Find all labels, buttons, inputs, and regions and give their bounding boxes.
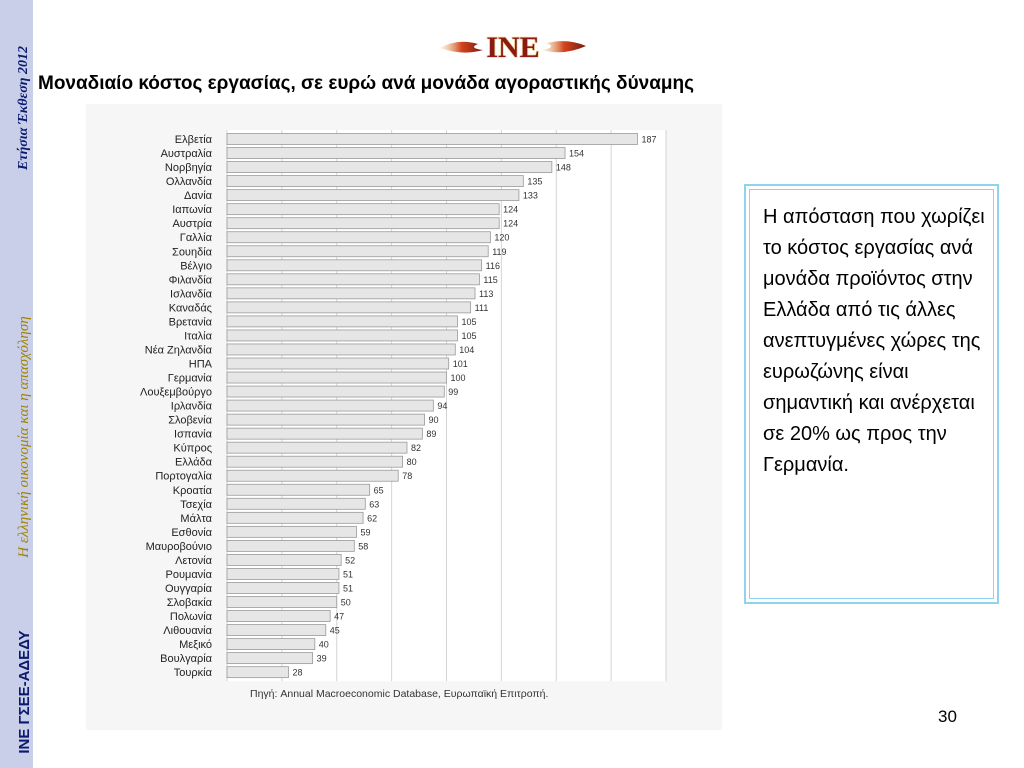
bar xyxy=(227,470,398,481)
bar xyxy=(227,428,422,439)
data-label: 119 xyxy=(492,246,507,257)
logo-text: INE xyxy=(486,31,540,62)
data-label: 58 xyxy=(358,541,369,552)
data-label: 82 xyxy=(410,443,422,454)
category-label: Ισλανδία xyxy=(170,288,212,301)
data-label: 39 xyxy=(316,653,327,664)
category-label: Τσεχία xyxy=(180,498,212,511)
data-label: 187 xyxy=(641,134,657,145)
category-label: Μεξικό xyxy=(179,639,212,652)
note-text: Η απόσταση που χωρίζει το κόστος εργασίας ανά μονάδα προϊόντος στην Ελλάδα από τις άλλες ανεπτυγμένες χώρες της ευρωζώνης είναι σημαντική και ανέρχεται σε 20% ως προς την Γερμανία. xyxy=(749,189,994,599)
bar xyxy=(227,568,339,579)
bar xyxy=(227,162,552,173)
data-label: 59 xyxy=(360,527,371,538)
data-label: 94 xyxy=(437,401,448,412)
bar xyxy=(227,625,326,636)
data-label: 105 xyxy=(461,316,477,327)
data-label: 28 xyxy=(292,667,303,678)
sidebar-band xyxy=(0,0,33,768)
category-label: Αυστρία xyxy=(172,218,212,231)
bar xyxy=(227,386,444,397)
sidebar-report-label: Ετήσια Έκθεση 2012 xyxy=(16,46,31,170)
bar xyxy=(227,414,425,425)
data-label: 100 xyxy=(450,373,466,384)
bar xyxy=(227,456,403,467)
data-label: 51 xyxy=(342,569,353,580)
bar xyxy=(227,358,449,369)
category-label: Ιρλανδία xyxy=(170,400,212,413)
data-label: 135 xyxy=(527,176,543,187)
category-label: Τουρκία xyxy=(173,667,212,680)
bar xyxy=(227,611,330,622)
data-label: 133 xyxy=(522,190,538,201)
bar xyxy=(227,260,482,271)
category-label: Πολωνία xyxy=(169,611,212,624)
data-label: 50 xyxy=(340,597,351,608)
data-label: 89 xyxy=(426,429,437,440)
bar xyxy=(227,372,447,383)
bar xyxy=(227,274,479,285)
bar xyxy=(227,134,637,145)
category-label: Βουλγαρία xyxy=(160,653,212,666)
bar xyxy=(227,554,341,565)
bar xyxy=(227,246,488,257)
data-label: 115 xyxy=(483,274,498,285)
bar xyxy=(227,639,315,650)
category-label: Φιλανδία xyxy=(168,274,212,287)
ine-logo xyxy=(438,30,588,62)
bar xyxy=(227,232,490,243)
data-label: 52 xyxy=(345,555,356,566)
data-label: 124 xyxy=(503,218,519,229)
category-label: Ιαπωνία xyxy=(172,204,212,217)
category-label: Ιταλία xyxy=(184,330,212,343)
category-label: Λουξεμβούργο xyxy=(140,386,212,399)
category-label: Νέα Ζηλανδία xyxy=(144,344,212,357)
bar xyxy=(227,288,475,299)
category-label: Σλοβακία xyxy=(166,597,212,610)
category-label: Ολλανδία xyxy=(165,176,212,189)
category-label: Πορτογαλία xyxy=(155,470,212,483)
category-label: Κροατία xyxy=(172,484,212,497)
category-label: Εσθονία xyxy=(171,526,212,539)
category-label: Καναδάς xyxy=(168,302,212,315)
bar xyxy=(227,176,523,187)
category-label: Ουγγαρία xyxy=(165,582,212,595)
category-label: Λετονία xyxy=(175,554,212,567)
category-label: Ελλάδα xyxy=(174,456,212,469)
category-label: Γερμανία xyxy=(167,372,212,385)
data-label: 154 xyxy=(569,148,585,159)
data-label: 63 xyxy=(369,499,380,510)
bar xyxy=(227,484,370,495)
note-box xyxy=(744,184,999,604)
category-label: Ισπανία xyxy=(174,428,212,441)
data-label: 62 xyxy=(367,513,378,524)
data-label: 116 xyxy=(485,260,500,271)
sidebar-subtitle: Η ελληνική οικονομία και η απασχόληση xyxy=(16,316,32,558)
bar xyxy=(227,512,363,523)
data-label: 113 xyxy=(479,288,494,299)
bar xyxy=(227,148,565,159)
data-label: 99 xyxy=(448,387,459,398)
data-label: 148 xyxy=(555,162,571,173)
data-label: 51 xyxy=(342,583,353,594)
sidebar-org-label: ΙΝΕ ΓΣΕΕ-ΑΔΕΔΥ xyxy=(16,630,33,754)
bar xyxy=(227,218,499,229)
category-label: Μάλτα xyxy=(180,512,212,525)
category-label: Δανία xyxy=(183,190,212,203)
bar xyxy=(227,190,519,201)
data-label: 105 xyxy=(461,330,477,341)
bar xyxy=(227,344,455,355)
bar-chart xyxy=(86,104,722,730)
page-number: 30 xyxy=(938,707,957,726)
category-label: Μαυροβούνιο xyxy=(145,540,212,553)
bar xyxy=(227,498,365,509)
data-label: 45 xyxy=(329,625,340,636)
bar xyxy=(227,204,499,215)
category-label: Γαλλία xyxy=(179,232,212,245)
category-label: Λιθουανία xyxy=(163,625,212,638)
data-label: 40 xyxy=(318,639,329,650)
bar xyxy=(227,330,457,341)
bar xyxy=(227,302,471,313)
data-label: 120 xyxy=(494,232,510,243)
bar xyxy=(227,653,313,664)
bar xyxy=(227,526,357,537)
bar xyxy=(227,667,288,678)
source-note: Πηγή: Annual Macroeconomic Database, Ευρωπαϊκή Επιτροπή. xyxy=(250,688,549,701)
bar xyxy=(227,597,337,608)
category-label: Σλοβενία xyxy=(168,414,212,427)
bar xyxy=(227,582,339,593)
category-label: ΗΠΑ xyxy=(188,358,212,371)
bar xyxy=(227,400,433,411)
category-label: Σουηδία xyxy=(172,246,212,259)
category-label: Αυστραλία xyxy=(160,148,212,161)
category-label: Νορβηγία xyxy=(164,162,212,175)
category-label: Ελβετία xyxy=(174,134,212,147)
data-label: 65 xyxy=(373,485,384,496)
category-label: Βρετανία xyxy=(168,316,212,329)
slide-title: Μοναδιαίο κόστος εργασίας, σε ευρώ ανά μονάδα αγοραστικής δύναμης xyxy=(38,73,694,94)
data-label: 78 xyxy=(402,471,413,482)
bar xyxy=(227,316,457,327)
bar xyxy=(227,442,407,453)
category-label: Βέλγιο xyxy=(180,260,212,273)
data-label: 90 xyxy=(428,415,439,426)
data-label: 101 xyxy=(452,358,468,369)
data-label: 80 xyxy=(406,457,417,468)
bar xyxy=(227,540,354,551)
data-label: 47 xyxy=(334,611,345,622)
data-label: 111 xyxy=(474,302,489,313)
category-label: Κύπρος xyxy=(173,442,212,455)
data-label: 124 xyxy=(503,204,519,215)
category-label: Ρουμανία xyxy=(165,568,212,581)
data-label: 104 xyxy=(459,344,475,355)
